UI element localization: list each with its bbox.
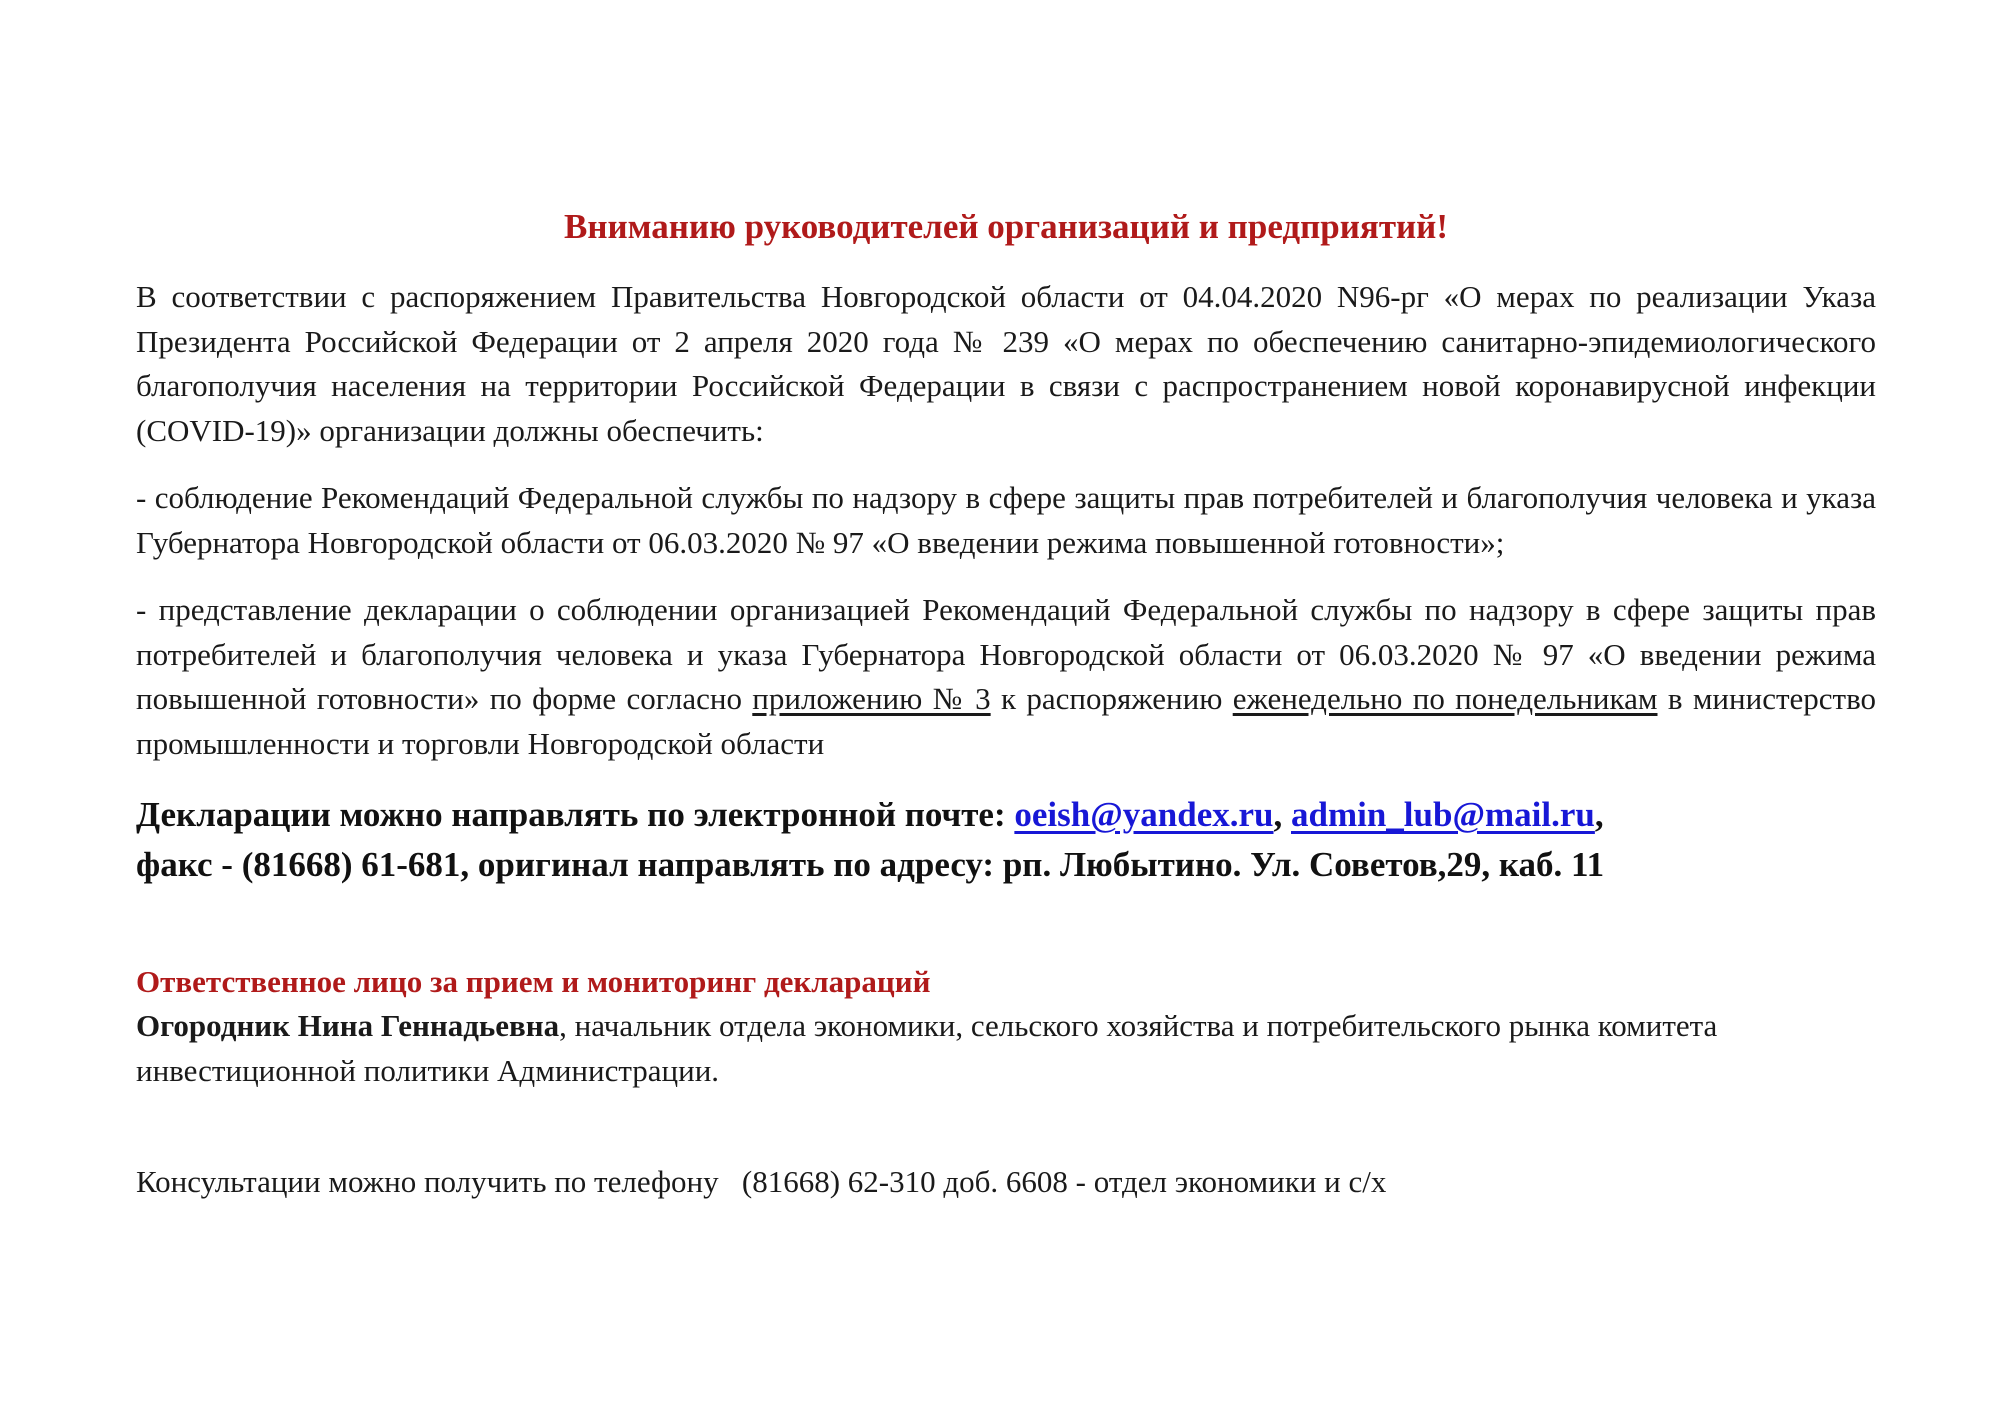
paragraph-declaration	[136, 588, 1876, 766]
responsible-position: , начальник отдела экономики, сельского хозяйства и потребительского рынка комитета инвестиционной политики Администрации.	[136, 1008, 1718, 1088]
declaration-text-part2: к распоряжению	[990, 681, 1233, 716]
weekly-schedule-text: еженедельно по понедельникам	[1232, 681, 1658, 716]
paragraph-recommendations: - соблюдение Рекомендаций Федеральной службы по надзору в сфере защиты прав потребителей и благополучия человека и указа Губернатора Новгородской области от 06.03.2020 № 97 «О введении режима повышенной готовности»;	[136, 480, 1876, 560]
responsible-person	[136, 1004, 1876, 1093]
email-separator: ,	[1273, 795, 1291, 834]
responsible-name: Огородник Нина Геннадьевна	[136, 1008, 560, 1043]
fax-address-line: факс - (81668) 61-681, оригинал направлять по адресу: рп. Любытино. Ул. Советов,29, каб. 11	[136, 845, 1605, 884]
appendix-reference: приложению № 3	[752, 681, 991, 716]
email-link-admin[interactable]: admin_lub@mail.ru	[1291, 795, 1595, 834]
responsible-heading: Ответственное лицо за прием и мониторинг деклараций	[136, 964, 931, 999]
contacts-lead: Декларации можно направлять по электронной почте:	[136, 795, 1015, 834]
consultation-line: Консультации можно получить по телефону (81668) 62-310 доб. 6608 - отдел экономики и с/х	[136, 1164, 1387, 1199]
email-link-oeish[interactable]: oeish@yandex.ru	[1014, 795, 1274, 834]
email-trail: ,	[1594, 795, 1604, 834]
contacts-block	[136, 790, 1876, 890]
page-title: Вниманию руководителей организаций и предприятий!	[563, 207, 1449, 246]
declaration-text-part3: в министерство промышленности и торговли Новгородской области	[136, 681, 1877, 761]
declaration-text-part1: - представление декларации о соблюдении организацией Рекомендаций Федеральной службы по надзору в сфере защиты прав потребителей и благополучия человека и указа Губернатора Новгородской области от 06.03.2020 № 97 «О введении режима повышенной готовности» по форме согласно	[136, 592, 1876, 716]
paragraph-intro: В соответствии с распоряжением Правительства Новгородской области от 04.04.2020 N96-рг «О мерах по реализации Указа Президента Российской Федерации от 2 апреля 2020 года № 239 «О мерах по обеспечению санитарно-эпидемиологического благополучия населения на территории Российской Федерации в связи с распространением новой коронавирусной инфекции (COVID-19)» организации должны обеспечить:	[136, 279, 1876, 448]
